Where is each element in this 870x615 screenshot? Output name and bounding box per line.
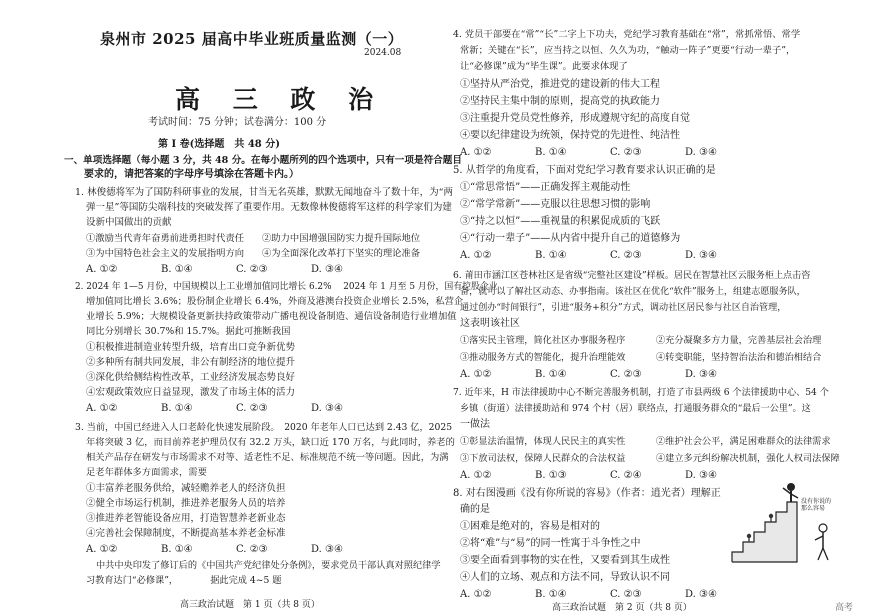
q5-item: ③“持之以恒”——重视量的积累促成质的飞跃 [460, 216, 661, 227]
q8-item: ③要全面看到事物的实在性，又要看到其生成性 [460, 555, 670, 566]
q6-item: ④转变职能，坚持智治法治和德治相结合 [656, 352, 822, 363]
q6-item: ③推动服务方式的智能化，提升治理能效 [460, 352, 626, 363]
q3-line: 足老年群体多方面需求，需要 [86, 467, 207, 478]
option-d[interactable]: D. ③④ [311, 544, 343, 555]
q2-line: 业增长 5.9%；大规模设备更新扶持政策带动广播电视设备制造、通信设备制造行业增加值 [86, 311, 457, 322]
q8-item: ④人们的立场、观点和方法不同，导致认识不同 [460, 572, 670, 583]
q3-item: ④完善社会保障制度，不断提高基本养老金标准 [86, 528, 286, 539]
q7-item: ③下放司法权，保障人民群众的合法权益 [460, 453, 626, 464]
option-d[interactable]: D. ③④ [311, 403, 343, 414]
q2-line: 同比分别增长 30.7%和 15.7%。据此可推断我国 [86, 326, 291, 337]
staircase-cartoon-icon [727, 478, 837, 566]
q2-item: ②多种所有制共同发展，非公有制经济的地位提升 [86, 357, 296, 368]
cartoon-illustration [727, 478, 837, 566]
option-a[interactable]: A. ①② [460, 589, 492, 600]
option-a[interactable]: A. ①② [460, 250, 492, 261]
q7-line: 乡镇（街道）法律援助站和 974 个村（居）联络点，打通服务群众的“最后一公里”。这 [460, 404, 811, 414]
q7-item: ②维护社会公平，满足困难群众的法律需求 [656, 436, 831, 447]
q3-line: 相关产品存在研发与市场需求不对等、适老性不足、标准规范不统一等问题。因此，为满 [86, 452, 449, 463]
q8-line: 确的是 [460, 504, 490, 515]
option-d[interactable]: D. ③④ [685, 250, 717, 261]
q3-item: ③推进养老智能设备应用，打造智慧养老新业态 [86, 513, 286, 524]
option-a[interactable]: A. ①② [86, 403, 118, 414]
q1-item: ④为全面深化改革打下坚实的理论准备 [262, 248, 421, 259]
q6-options [460, 368, 760, 382]
q1-line: 弹一星”等国防尖端科技的突破发挥了重要作用。无数像林俊德将军这样的科学家们为建 [86, 202, 452, 213]
q6-item: ①落实民主管理，简化社区办事服务程序 [460, 335, 626, 346]
q4-5-stem: 中共中央印发了修订后的《中国共产党纪律处分条例》，要求党员干部认真对照纪律学 [96, 560, 441, 571]
q6-line: 6. 莆田市涵江区苍林社区是省级“完整社区建设”样板。居民在智慧社区云服务柜上点击咨 [453, 271, 811, 281]
q1-line: 设新中国做出的贡献 [86, 217, 172, 228]
q4-line: 4. 党员干部要在“常”“长”二字上下功夫，党纪学习教育基础在“常”，常抓常悟、常学 [453, 29, 801, 40]
q1-item: ①激励当代青年奋勇前进勇担时代责任 [86, 233, 245, 244]
q4-line: 常新；关键在“长”，应当持之以恒、久久为功，“触动一阵子”更要“行动一辈子”， [460, 45, 796, 56]
q3-line: 3. 当前，中国已经进入人口老龄化快速发展阶段。 2020 年老年人口已达到 2.43 亿，2025 [75, 422, 453, 433]
option-b[interactable]: B. ①③ [535, 470, 567, 481]
q3-item: ②健全市场运行机制，推进养老服务人员的培养 [86, 498, 286, 509]
option-d[interactable]: D. ③④ [311, 264, 343, 275]
option-c[interactable]: C. ②③ [236, 544, 268, 555]
q3-line: 年将突破 3 亿，而目前养老护理员仅有 32.2 万头，缺口近 170 万名，与此同时，养老的 [86, 437, 455, 448]
q7-line: 一做法 [460, 419, 490, 430]
q4-5-stem: 习教育达门“必修课”， 据此完成 4~5 题 [86, 575, 282, 586]
option-a[interactable]: A. ①② [460, 369, 492, 380]
q5-options [460, 249, 760, 263]
page-footer: 高三政治试题 第 2 页（共 8 页） [552, 603, 692, 613]
part-title: 第 I 卷(选择题 共 48 分) [158, 139, 280, 150]
corner-watermark: 高考 [835, 603, 854, 613]
option-c[interactable]: C. ②③ [236, 264, 268, 275]
option-a[interactable]: A. ①② [86, 264, 118, 275]
q5-item: ①“常思常悟”——正确发挥主观能动性 [460, 182, 631, 193]
option-c[interactable]: C. ②③ [610, 250, 642, 261]
exam-date: 2024.08 [364, 48, 402, 58]
q2-item: ①积极推进制造业转型升级，培育出口竞争新优势 [86, 342, 296, 353]
option-d[interactable]: D. ③④ [685, 589, 717, 600]
option-a[interactable]: A. ①② [460, 470, 492, 481]
q4-item: ④要以纪律建设为统领，保持党的先进性、纯洁性 [460, 130, 680, 141]
q2-item: ③深化供给侧结构性改革，工业经济发展态势良好 [86, 372, 296, 383]
q3-item: ①丰富养老服务供给，减轻赡养老人的经济负担 [86, 483, 286, 494]
q6-line: 通过创办“时间银行”，引进“服务+积分”方式，调动社区居民参与社区自治管理， [460, 303, 787, 313]
q4-item: ③注重提升党员党性修养，形成遵规守纪的高度自觉 [460, 113, 690, 124]
page-footer: 高三政治试题 第 1 页（共 8 页） [180, 600, 320, 610]
option-c[interactable]: C. ②③ [610, 369, 642, 380]
q4-line: 让“必修课”成为“毕生课”。此要求体现了 [460, 61, 628, 72]
q7-item: ①彰显法治温情，体现人民民主的真实性 [460, 436, 626, 447]
q1-line: 1. 林俊德将军为了国防科研事业的发展，甘当无名英雄，默默无闻地奋斗了数十年，为“两 [75, 187, 453, 198]
option-d[interactable]: D. ③④ [685, 470, 717, 481]
q1-item: ②助力中国增强国防实力提升国际地位 [262, 233, 421, 244]
exam-title: 泉州市 2025 届高中毕业班质量监测（一） [100, 30, 404, 48]
q5-item: ②“常学常新”——克服以往思想习惯的影响 [460, 199, 651, 210]
option-d[interactable]: D. ③④ [685, 369, 717, 380]
section-instruction: 一、单项选择题（每小题 3 分，共 48 分。在每小题所列的四个选项中，只有一项是符合题目 [64, 155, 462, 166]
option-b[interactable]: B. ①④ [535, 369, 567, 380]
option-b[interactable]: B. ①④ [535, 147, 567, 158]
section-instruction-2: 要求的，请把答案的字母序号填涂在答题卡内。） [84, 169, 299, 180]
q1-options [86, 263, 386, 277]
q6-item: ②充分凝聚多方力量，完善基层社会治理 [656, 335, 822, 346]
q6-line: 备，就可以了解社区动态、办事指南。该社区在优化“软件”服务上，组建志愿服务队， [460, 287, 806, 297]
option-c[interactable]: C. ②③ [610, 589, 642, 600]
q3-options [86, 543, 386, 557]
q2-line: 增加值同比增长 3.6%；股份制企业增长 6.4%，外商及港澳台投资企业增长 2.5%，私营企 [86, 296, 464, 307]
q8-item: ②将“难”与“易”的同一性寓于斗争性之中 [460, 538, 641, 549]
option-b[interactable]: B. ①④ [535, 250, 567, 261]
option-b[interactable]: B. ①④ [161, 544, 193, 555]
q4-item: ①坚持从严治党，推进党的建设新的伟大工程 [460, 79, 660, 90]
option-d[interactable]: D. ③④ [685, 147, 717, 158]
q2-options [86, 402, 386, 416]
option-c[interactable]: C. ②③ [610, 147, 642, 158]
exam-info: 考试时间：75 分钟；试卷满分：100 分 [148, 117, 327, 128]
q7-options [460, 469, 760, 483]
q2-line: 2. 2024 年 1—5 月份，中国规模以上工业增加值同比增长 6.2% 2024 年 1 月至 5 月份，国有控股企业 [75, 282, 498, 292]
option-c[interactable]: C. ②④ [610, 470, 642, 481]
q6-line: 这表明该社区 [460, 318, 520, 329]
q8-line: 8. 对右图漫画《没有你所说的容易》（作者：逍光者）理解正 [453, 488, 721, 499]
cartoon-caption: 没有你说的那么容易 [801, 498, 832, 512]
q7-item: ④建立多元纠纷解决机制，强化人权司法保障 [656, 453, 840, 464]
option-b[interactable]: B. ①④ [161, 403, 193, 414]
q7-line: 7. 近年来，H 市法律援助中心不断完善服务机制，打造了市县两级 6 个法律援助中心、54 个 [453, 388, 829, 398]
option-a[interactable]: A. ①② [86, 544, 118, 555]
option-b[interactable]: B. ①④ [161, 264, 193, 275]
subject-title: 高 三 政 治 [175, 85, 386, 114]
q5-line: 5. 从哲学的角度看，下面对党纪学习教育要求认识正确的是 [453, 165, 716, 176]
option-c[interactable]: C. ②③ [236, 403, 268, 414]
option-a[interactable]: A. ①② [460, 147, 492, 158]
q8-item: ①困难是绝对的，容易是相对的 [460, 521, 600, 532]
q4-options [460, 146, 760, 160]
q1-item: ③为中国特色社会主义的发展指明方向 [86, 248, 245, 259]
option-b[interactable]: B. ①④ [535, 589, 567, 600]
q2-item: ④宏观政策效应日益显现，激发了市场主体的活力 [86, 387, 296, 398]
q4-item: ②坚持民主集中制的原则，提高党的执政能力 [460, 96, 660, 107]
q5-item: ④“行动一辈子”——从内省中提升自己的道德修为 [460, 233, 681, 244]
